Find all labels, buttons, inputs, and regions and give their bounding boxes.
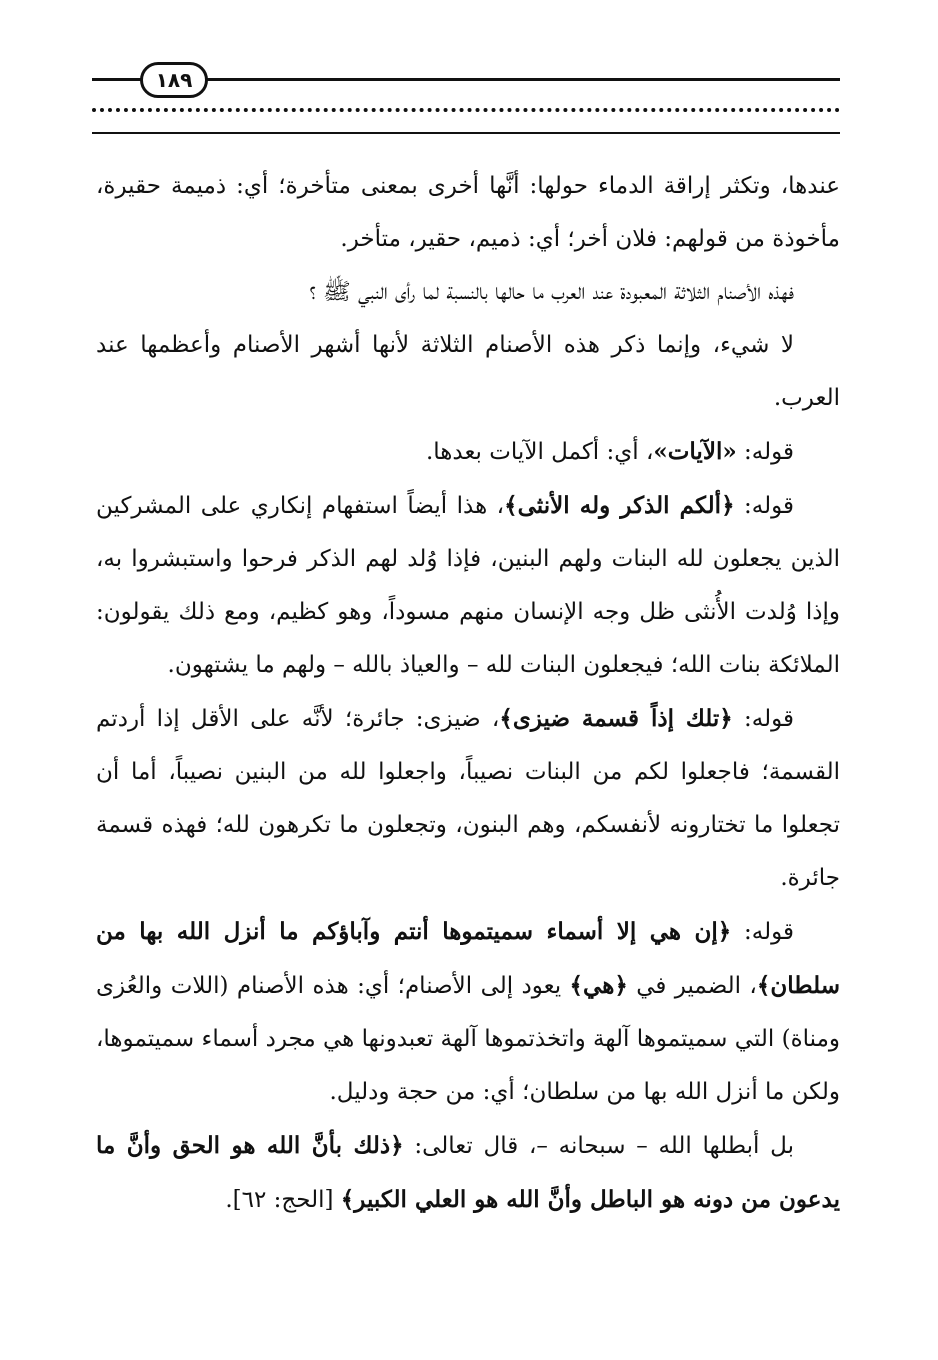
paragraph-7-mid: ، الضمير في: [627, 973, 757, 999]
page-body: [96, 160, 840, 1227]
page-number: ١٨٩: [140, 62, 208, 98]
page-header: [92, 58, 840, 148]
paragraph-6-quote: ﴿تلك إذاً قسمة ضيزى﴾: [499, 705, 733, 732]
paragraph-4: [96, 425, 840, 479]
paragraph-6: [96, 692, 840, 905]
header-bottom-rule: [92, 132, 840, 134]
paragraph-7: [96, 905, 840, 1119]
paragraph-8-citation: [الحج: ٦٢].: [225, 1187, 341, 1213]
paragraph-5-quote: ﴿ألكم الذكر وله الأنثى﴾: [504, 492, 735, 519]
paragraph-7-quote: ﴿إن هي إلا أسماء سميتموها أنتم وآباؤكم ما أنزل الله بها من سلطان﴾: [96, 918, 840, 999]
paragraph-7-lead: قوله:: [731, 919, 795, 945]
paragraph-5-lead: قوله:: [734, 493, 794, 519]
paragraph-3: لا شيء، وإنما ذكر هذه الأصنام الثلاثة لأنها أشهر الأصنام وأعظمها عند العرب.: [96, 332, 840, 411]
paragraph-2: فهذه الأصنام الثلاثة المعبودة عند العرب ما حالها بالنسبة لما رأى النبي ﷺ ؟: [309, 279, 794, 305]
paragraph-8-quote: ﴿ذلك بأنَّ الله هو الحق وأنَّ ما يدعون من دونه هو الباطل وأنَّ الله هو العلي الكبير﴾: [96, 1132, 840, 1213]
paragraph-1: عندها، وتكثر إراقة الدماء حولها: أنَّها أخرى بمعنى متأخرة؛ أي: ذميمة حقيرة، مأخوذة من قولهم: فلان أخر؛ أي: ذميم، حقير، متأخر.: [96, 173, 840, 252]
paragraph-7-text: يعود إلى الأصنام؛ أي: هذه الأصنام (اللات والعُزى ومناة) التي سميتموها آلهة واتخذتموها آلهة تعبدونها هي مجرد أسماء سميتموها، ولكن ما أنزل الله بها من سلطان؛ أي: من حجة ودليل.: [96, 973, 840, 1105]
paragraph-4-quote: «الآيات»: [653, 438, 737, 465]
paragraph-5: [96, 479, 840, 692]
paragraph-5-text: ، هذا أيضاً استفهام إنكاري على المشركين الذين يجعلون لله البنات ولهم البنين، فإذا وُلد لهم الذكر فرحوا واستبشروا به، وإذا وُلدت الأُنثى ظل وجه الإنسان منهم مسوداً، وهو كظيم، ومع ذلك يقولون: الملائكة بنات الله؛ فيجعلون البنات لله – والعياذ بالله – ولهم ما يشتهون.: [96, 493, 840, 678]
paragraph-4-lead: قوله:: [736, 439, 794, 465]
paragraph-6-lead: قوله:: [732, 706, 794, 732]
paragraph-7-quote-2: ﴿هي﴾: [569, 972, 628, 999]
dotted-divider: [92, 108, 840, 112]
paragraph-8-lead: بل أبطلها الله – سبحانه –، قال تعالى:: [403, 1133, 795, 1159]
paragraph-6-text: ، ضيزى: جائرة؛ لأنَّه على الأقل إذا أردتم القسمة؛ فاجعلوا لكم من البنات نصيباً، واجعلوا لله من البنين نصيباً، أما أن تجعلوا ما تختارونه لأنفسكم، وهم البنون، وتجعلون ما تكرهون لله؛ فهذه قسمة جائرة.: [96, 706, 840, 891]
paragraph-8: [96, 1119, 840, 1227]
paragraph-4-text: ، أي: أكمل الآيات بعدها.: [425, 439, 654, 465]
